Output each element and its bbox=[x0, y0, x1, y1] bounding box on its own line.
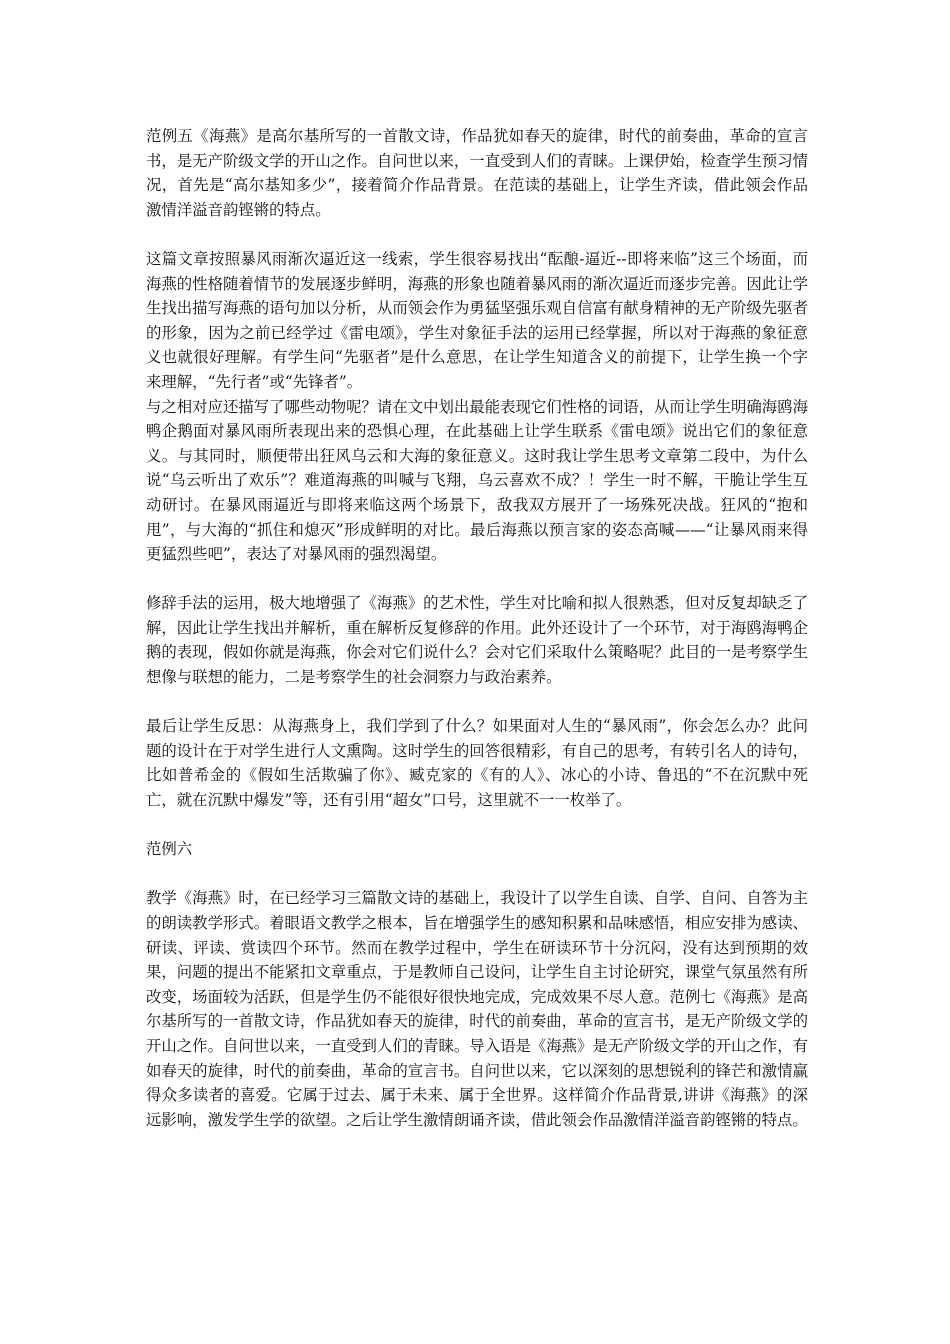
paragraph-example-six-seven: 教学《海燕》时，在已经学习三篇散文诗的基础上，我设计了以学生自读、自学、自问、自答为主的朗读教学形式。着眼语文教学之根本，旨在增强学生的感知积累和品味感悟，相应安排为感读、研读、评读、赏读四个环节。然而在教学过程中，学生在研读环节十分沉闷，没有达到预期的效果，问题的提出不能紧扣文章重点，于是教师自己设问，让学生自主讨论研究，课堂气氛虽然有所改变，场面较为活跃，但是学生仍不能很好很快地完成，完成效果不尽人意。范例七《海燕》是高尔基所写的一首散文诗，作品犹如春天的旋律，时代的前奏曲，革命的宣言书，是无产阶级文学的开山之作。自问世以来，一直受到人们的青睐。导入语是《海燕》是无产阶级文学的开山之作，有如春天的旋律，时代的前奏曲，革命的宣言书。自问世以来，它以深刻的思想锐利的锋芒和激情赢得众多读者的喜爱。它属于过去、属于未来、属于全世界。这样简介作品背景,讲讲《海燕》的深远影响，激发学生学的欲望。之后让学生激情朗诵齐读，借此领会作品激情洋溢音韵铿锵的特点。 bbox=[146, 889, 808, 1129]
paragraph-rhetoric: 修辞手法的运用，极大地增强了《海燕》的艺术性，学生对比喻和拟人很熟悉，但对反复却缺乏了解，因此让学生找出并解析，重在解析反复修辞的作用。此外还设计了一个环节，对于海鸥海鸭企鹅的表现，假如你就是海燕，你会对它们说什么？会对它们采取什么策略呢？此目的一是考察学生想像与联想的能力，二是考察学生的社会洞察力与政治素养。 bbox=[146, 594, 808, 687]
paragraph-example-five: 范例五《海燕》是高尔基所写的一首散文诗，作品犹如春天的旋律，时代的前奏曲，革命的宣言书，是无产阶级文学的开山之作。自问世以来，一直受到人们的青睐。上课伊始，检查学生预习情况，首先是“高尔基知多少”，接着简介作品背景。在范读的基础上，让学生齐读，借此领会作品激情洋溢音韵铿锵的特点。 bbox=[146, 127, 808, 219]
paragraph-spacer bbox=[146, 567, 808, 592]
paragraph-reflection: 最后让学生反思：从海燕身上，我们学到了什么？如果面对人生的“暴风雨”，你会怎么办？此问题的设计在于对学生进行人文熏陶。这时学生的回答很精彩，有自己的思考，有转引名人的诗句，比如普希金的《假如生活欺骗了你》、臧克家的《有的人》、冰心的小诗、鲁迅的“不在沉默中死亡，就在沉默中爆发”等，还有引用“超女”口号，这里就不一一枚举了。 bbox=[146, 717, 808, 810]
paragraph-spacer bbox=[146, 862, 808, 887]
paragraph-animals-symbolism: 与之相对应还描写了哪些动物呢？请在文中划出最能表现它们性格的词语，从而让学生明确海鸥海鸭企鹅面对暴风雨所表现出来的恐惧心理，在此基础上让学生联系《雷电颂》说出它们的象征意义。与其同时，顺便带出狂风乌云和大海的象征意义。这时我让学生思考文章第二段中，为什么说“乌云听出了欢乐”？难道海燕的叫喊与飞翔，乌云喜欢不成？！学生一时不解，干脆让学生互动研讨。在暴风雨逼近与即将来临这两个场景下，敌我双方展开了一场殊死决战。狂风的“抱和甩”，与大海的“抓住和熄灭”形成鲜明的对比。最后海燕以预言家的姿态高喊——“让暴风雨来得更猛烈些吧”，表达了对暴风雨的强烈渴望。 bbox=[146, 397, 808, 564]
document-body bbox=[146, 124, 808, 1132]
paragraph-clue-analysis: 这篇文章按照暴风雨渐次逼近这一线索，学生很容易找出“酝酿-逼近--即将来临”这三个场面，而海燕的性格随着情节的发展逐步鲜明，海燕的形象也随着暴风雨的渐次逼近而逐步完善。因此让学生找出描写海燕的语句加以分析，从而领会作为勇猛坚强乐观自信富有献身精神的无产阶级先驱者的形象，因为之前已经学过《雷电颂》，学生对象征手法的运用已经掌握，所以对于海燕的象征意义也就很好理解。有学生问“先驱者”是什么意思，在让学生知道含义的前提下，让学生换一个字来理解，“先行者”或“先锋者”。 bbox=[146, 249, 808, 391]
paragraph-spacer bbox=[146, 222, 808, 247]
section-heading-example-six: 范例六 bbox=[146, 840, 193, 859]
paragraph-spacer bbox=[146, 813, 808, 838]
paragraph-spacer bbox=[146, 690, 808, 715]
